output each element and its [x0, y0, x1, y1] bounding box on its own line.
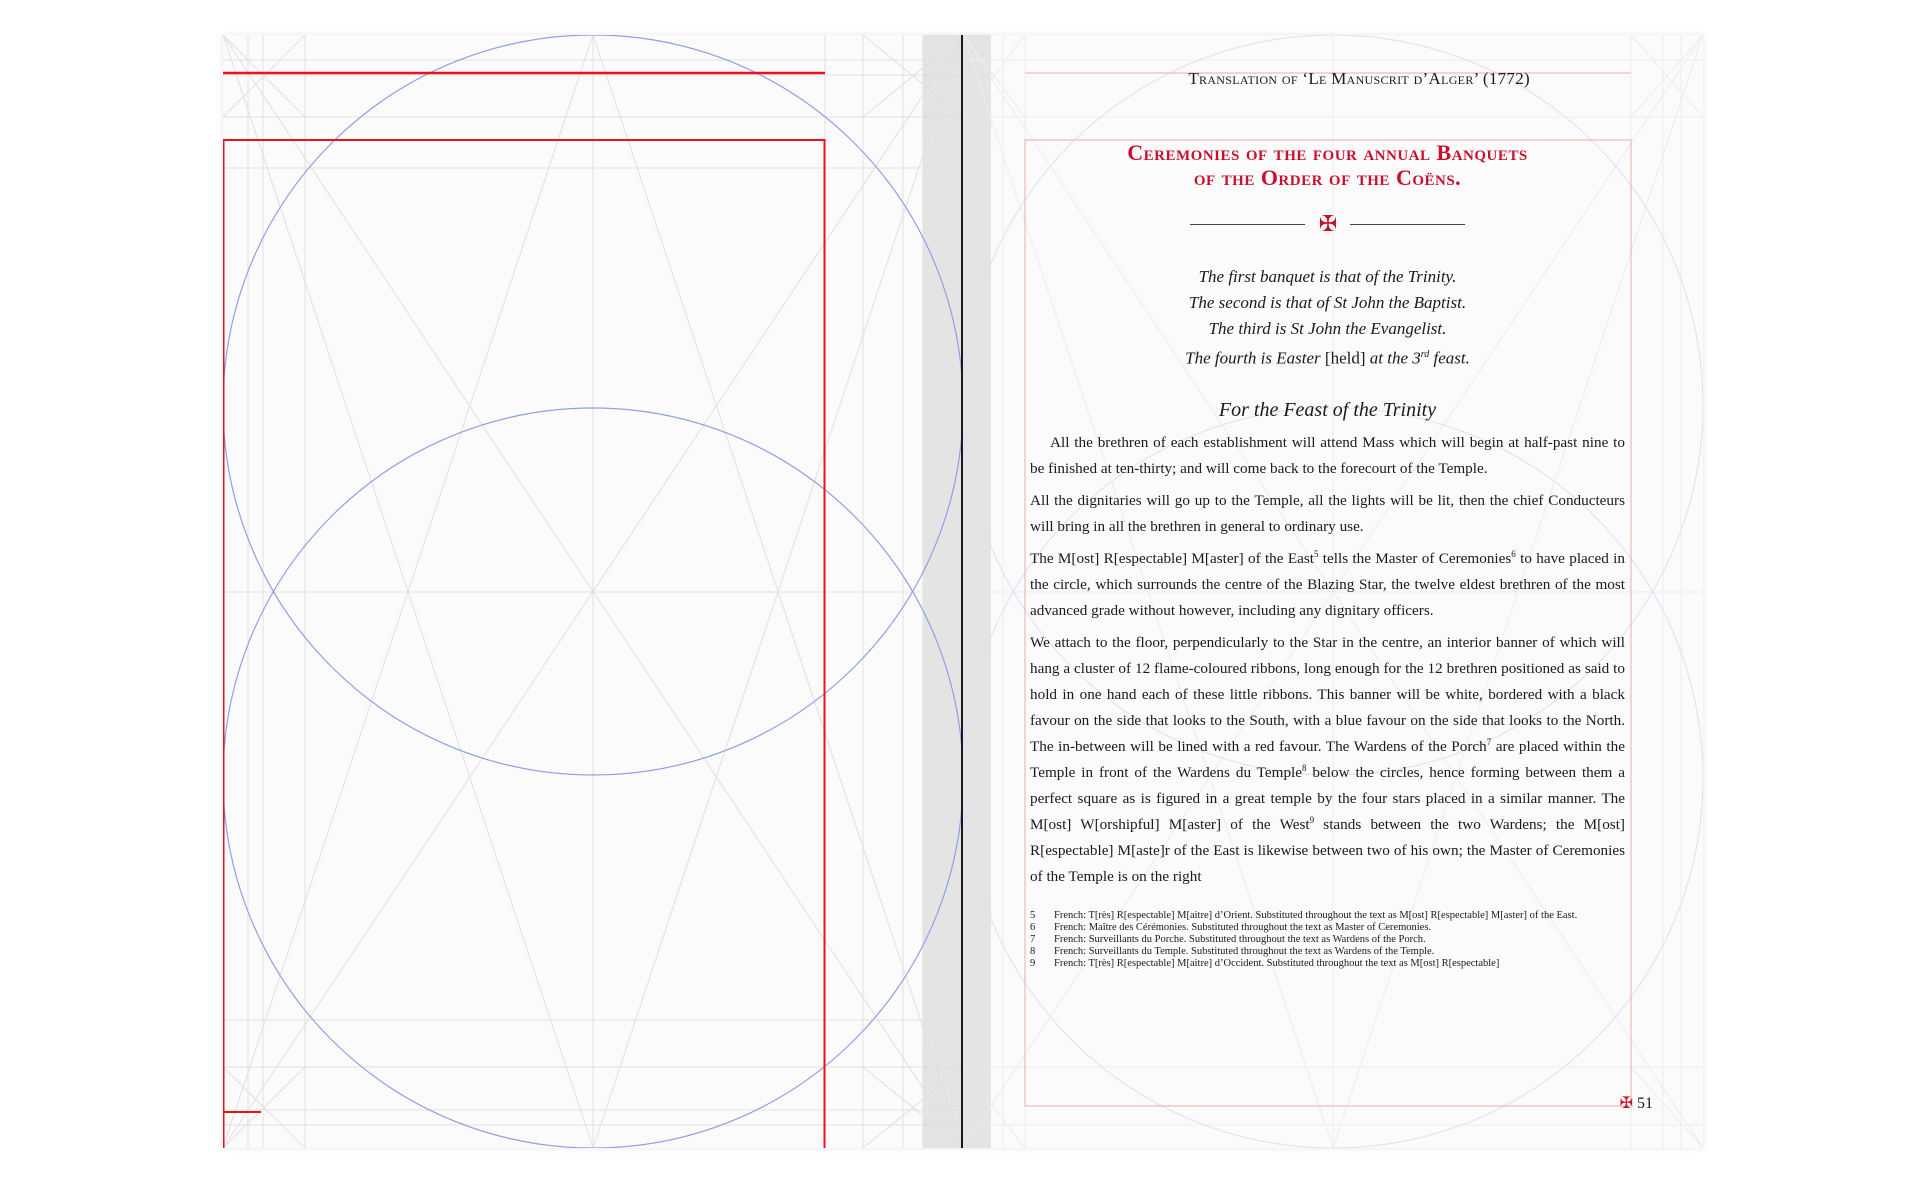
right-page: [963, 35, 1703, 1148]
paragraph: [1030, 630, 1625, 890]
epigraph: [1030, 264, 1625, 372]
epigraph-text: The fourth is Easter: [1185, 348, 1325, 368]
epigraph-line: The third is St John the Evangelist.: [1208, 319, 1447, 338]
page-number-text: 51: [1637, 1095, 1653, 1112]
footnote-number: 8: [1030, 946, 1036, 957]
paragraph-text: tells the Master of Ceremonies: [1318, 549, 1512, 567]
epigraph-line: The second is that of St John the Baptist.: [1188, 293, 1467, 312]
epigraph-line: The first banquet is that of the Trinity.: [1198, 267, 1457, 286]
canon-grid: [223, 35, 963, 1148]
epigraph-bracket-text: [held]: [1324, 348, 1366, 368]
text-block: [1030, 140, 1625, 896]
footnote-ref: 9: [1309, 814, 1315, 825]
footnote-ref: 6: [1511, 548, 1516, 559]
footnote-text: French: T[rès] R[espectable] M[aitre] d’Orient. Substituted throughout the text as M[ost] R[espectable] M[aster] of the East.: [1054, 910, 1578, 921]
ornament-divider: [1030, 210, 1625, 240]
footnote-text: French: Surveillants du Porche. Substituted throughout the text as Wardens of the Porch.: [1054, 934, 1426, 945]
footnote-ref: 8: [1302, 762, 1307, 773]
epigraph-text: at the 3: [1365, 348, 1421, 368]
footnotes: [1030, 910, 1625, 970]
paragraph: [1030, 546, 1625, 624]
footnote-ref: 7: [1486, 736, 1492, 747]
footnote: [1030, 922, 1625, 934]
chapter-title-line2: of the Order of the Coëns.: [1193, 165, 1462, 190]
paragraph-text: The M[ost] R[espectable] M[aster] of the East: [1030, 549, 1314, 567]
paragraph-text: are placed within the Temple in front of the Wardens du Temple: [1030, 737, 1625, 781]
paragraph: All the brethren of each establishment will attend Mass which will begin at half-past nine to be finished at ten-thirty; and will come back to the forecourt of the Temple.: [1030, 433, 1625, 477]
ornament-rule-left: [1190, 224, 1305, 225]
paragraph-text: We attach to the floor, perpendicularly to the Star in the centre, an interior banner of which will hang a cluster of 12 flame-coloured ribbons, long enough for the 12 brethren positioned as said to hold in one hand each of these little ribbons. This banner will be white, bordered with a black favour on the side that looks to the South, with a blue favour on the side that looks to the North. The in-between will be lined with a red favour. The Wardens of the Porch: [1030, 633, 1625, 755]
superscript: rd: [1420, 349, 1430, 360]
cross-patee-icon: ✠: [1318, 211, 1338, 236]
running-head-text: Translation of ‘Le Manuscrit d’Alger’ (1772): [1188, 69, 1530, 88]
spine-line: [961, 35, 963, 1148]
paragraph-text: to have placed in the circle, which surrounds the centre of the Blazing Star, the twelve eldest brethren of the most advanced grade without however, including any dignitary officers.: [1030, 549, 1625, 619]
paragraph-text: below the circles, hence forming between them a perfect square as is figured in a great temple by the four stars placed in a similar manner. The M[ost] W[orshipful] M[aster] of the West: [1030, 763, 1625, 833]
footnote-text: French: T[rès] R[espectable] M[aitre] d’Occident. Substituted throughout the text as M[ost] R[espectable]: [1054, 958, 1500, 969]
footnote-number: 5: [1030, 910, 1036, 921]
footnote: [1030, 934, 1625, 946]
footnote-number: 7: [1030, 934, 1036, 945]
paragraph: All the dignitaries will go up to the Temple, all the lights will be lit, then the chief Conducteurs will bring in all the brethren in general to ordinary use.: [1030, 491, 1625, 535]
footnote-text: French: Surveillants du Temple. Substituted throughout the text as Wardens of the Temple.: [1054, 946, 1435, 957]
epigraph-line: [1030, 342, 1625, 372]
chapter-title-line1: Ceremonies of the four annual Banquets: [1127, 140, 1528, 165]
chapter-title: [1030, 140, 1625, 190]
cross-patee-icon: ✠: [1619, 1095, 1633, 1112]
book-spread: [223, 35, 1703, 1148]
margin-guides: [223, 73, 825, 1148]
footnote: [1030, 910, 1625, 922]
section-title: For the Feast of the Trinity: [1218, 398, 1437, 421]
footnote: [1030, 958, 1625, 970]
body-text: [1030, 430, 1625, 890]
page-number: [1620, 1093, 1653, 1113]
epigraph-text: feast.: [1429, 348, 1470, 368]
footnote-number: 6: [1030, 922, 1036, 933]
footnote-ref: 5: [1313, 548, 1319, 559]
footnote-text: French: Maître des Cérémonies. Substituted throughout the text as Master of Ceremonies.: [1054, 922, 1432, 933]
grid-lines: [223, 35, 963, 1148]
left-page: [223, 35, 963, 1148]
paragraph-text: stands between the two Wardens; the M[ost] R[espectable] M[aste]r of the East is likewise between two of his own; the Master of Ceremonies of the Temple is on the right: [1030, 815, 1625, 885]
footnote: [1030, 946, 1625, 958]
ornament-rule-right: [1350, 224, 1465, 225]
footnote-number: 9: [1030, 958, 1036, 969]
